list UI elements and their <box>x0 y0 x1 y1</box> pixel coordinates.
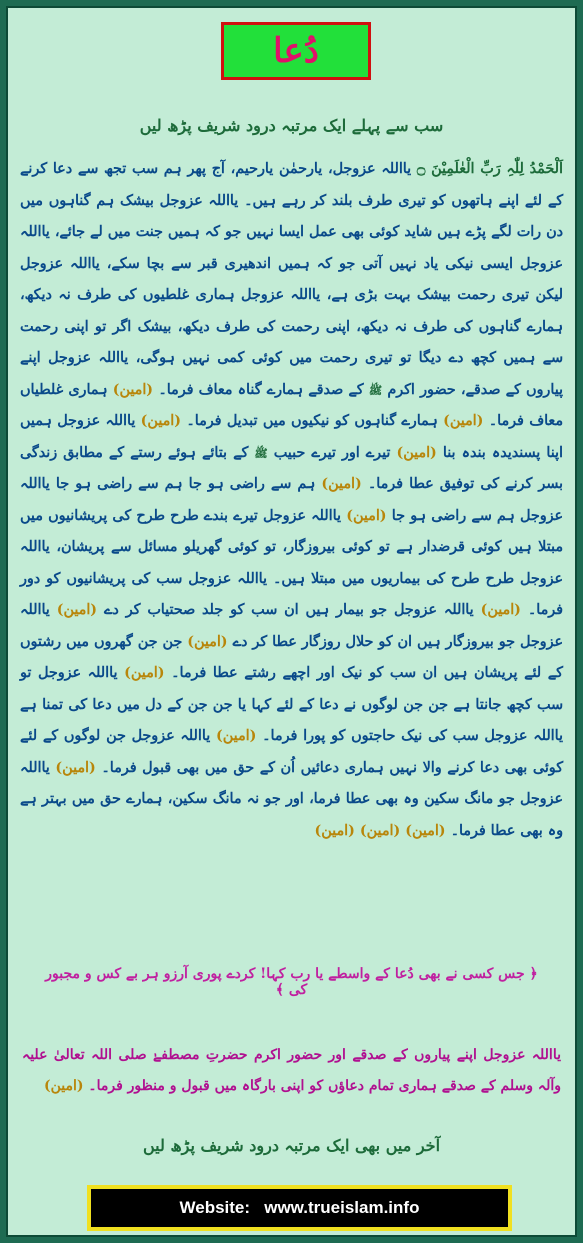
dua-text: یااللہ عزوجل ہمیں اپنا پسندیدہ بندہ بنا <box>20 413 563 461</box>
amin-label: (امین) <box>187 633 228 650</box>
dua-body <box>20 154 563 847</box>
salutation-glyph: ﷺ <box>368 383 383 397</box>
dua-text: جن جن گھروں میں رشتوں کے لئے پریشان ہیں ان سب کو نیک اور اچھے رشتے عطا فرما۔ <box>20 633 563 681</box>
dua-text: کے بتائے ہوئے رستے کے مطابق زندگی بسر کرنے کی توفیق عطا فرما۔ <box>20 444 563 492</box>
amin-label: (امین) <box>359 822 401 839</box>
final-dua-text: یااللہ عزوجل اپنے پیاروں کے صدقے اور حضور اکرم حضرتِ مصطفےٰ صلی اللہ تعالیٰ علیہ وآلہ وسلم کے صدقے ہماری تمام دعاؤں کو اپنی بارگاہ میں قبول و منظور فرما۔ <box>22 1047 561 1094</box>
page-title: دُعا <box>273 31 319 71</box>
amin-label: (امین) <box>216 728 257 744</box>
dua-text: یااللہ عزوجل، یارحمٰن یارحیم، آج پھر ہم سب تجھ سے دعا کرنے کے لئے اپنے ہاتھوں کو تیری طرف بلند کر رہے ہیں۔ یااللہ عزوجل بیشک ہم گناہوں میں دن رات لگے پڑے ہیں شاید کوئی بھی عمل ایسا نہیں جو کہ ہمیں جنت میں لے جائے، یااللہ عزوجل ایسی نیکی یاد نہیں آتی جو کہ ہمیں اندھیری قبر سے بچا سکے، یااللہ عزوجل لیکن تیری رحمت بیشک بہت بڑی ہے، یااللہ عزوجل ہماری غلطیوں کی طرف نہ دیکھ، ہمارے گناہوں کی طرف نہ دیکھ، اپنی رحمت کی طرف دیکھ، بیشک اگر تو اپنی رحمت سے ہمیں کچھ دے دیگا تو تیری رحمت میں کوئی کمی نہیں ہوگی، یااللہ عزوجل اپنے پیاروں کے صدقے، حضور اکرم <box>20 161 563 398</box>
dua-text: تیرے اور تیرے حبیب <box>273 444 391 461</box>
amin-label: (امین) <box>55 759 96 776</box>
dua-text: یااللہ عزوجل جن لوگوں کے لئے کوئی بھی دعا کرنے والا نہیں ہماری دعائیں اُن کے حق میں بھی قبول فرما۔ <box>20 728 564 776</box>
arabic-opening: اَلْحَمْدُ لِلّٰہِ رَبِّ الْعٰلَمِیْنَ ۝ <box>416 161 563 177</box>
amin-label: (امین) <box>140 413 182 429</box>
amin-label: (امین) <box>346 507 387 524</box>
amin-label: (امین) <box>314 822 355 839</box>
page-frame <box>6 6 577 1237</box>
amin-label: (امین) <box>124 665 165 681</box>
website-link[interactable]: www.trueislam.info <box>264 1198 420 1217</box>
amin-label: (امین) <box>405 822 446 839</box>
dua-text: ہم سے راضی ہو جا ہم سے راضی ہو جا یااللہ عزوجل ہم سے راضی ہو جا <box>20 476 564 524</box>
amin-label: (امین) <box>443 413 484 429</box>
poetry-couplet: ﴿ جس کسی نے بھی دُعا کے واسطے یا رب کہا! کردے پوری آرزو ہر بے کس و مجبور کی ﴾ <box>45 966 538 998</box>
dua-text: ہماری غلطیاں معاف فرما۔ <box>20 381 563 429</box>
website-spacer <box>250 1198 264 1218</box>
amin-label: (امین) <box>321 476 362 492</box>
dua-text: کے صدقے ہمارے گناہ معاف فرما۔ <box>158 381 364 398</box>
dua-text: یااللہ عزوجل تو سب کچھ جانتا ہے جن جن لوگوں نے دعا کے لئے کہا یا جن جن کے دل میں دعا کی تمنا ہے یااللہ عزوجل سب کی نیک حاجتوں کو پورا فرما۔ <box>20 665 563 744</box>
dua-text: یااللہ عزوجل جو بیمار ہیں ان سب کو جلد صحتیاب کر دے <box>104 602 474 618</box>
salutation-glyph: ﷺ <box>254 446 268 460</box>
dua-text: ہمارے گناہوں کو نیکیوں میں تبدیل فرما۔ <box>186 413 438 429</box>
amin-label: (امین) <box>44 1078 84 1094</box>
dua-text: یااللہ عزوجل جو مانگ سکین وہ بھی عطا فرما، اور جو نہ مانگ سکین، ہمارے حق میں بہتر ہے وہ بھی عطا فرما۔ <box>20 759 563 839</box>
amin-label: (امین) <box>480 602 521 618</box>
closing-instruction: آخر میں بھی ایک مرتبہ درود شریف پڑھ لیں <box>142 1136 441 1155</box>
dua-text: یااللہ عزوجل تیرے بندے طرح طرح کی پریشانیوں میں مبتلا ہیں کوئی قرضدار ہے تو کوئی بیروزگار، تو کوئی گھریلو مسائل سے پریشان، یااللہ عزوجل طرح طرح کی بیماریوں میں مبتلا ہیں۔ یااللہ عزوجل سب کی پریشانیوں کو دور فرما۔ <box>20 507 563 618</box>
amin-label: (امین) <box>396 444 437 461</box>
title-box <box>221 22 371 80</box>
dua-text: یااللہ عزوجل جو بیروزگار ہیں ان کو حلال روزگار عطا کر دے <box>20 602 563 650</box>
website-label: Website: <box>179 1198 251 1217</box>
amin-label: (امین) <box>112 381 154 398</box>
amin-label: (امین) <box>56 602 98 618</box>
final-dua <box>22 1040 561 1102</box>
website-footer[interactable] <box>87 1185 512 1231</box>
durood-instruction-heading: سب سے پہلے ایک مرتبہ درود شریف پڑھ لیں <box>139 116 444 135</box>
